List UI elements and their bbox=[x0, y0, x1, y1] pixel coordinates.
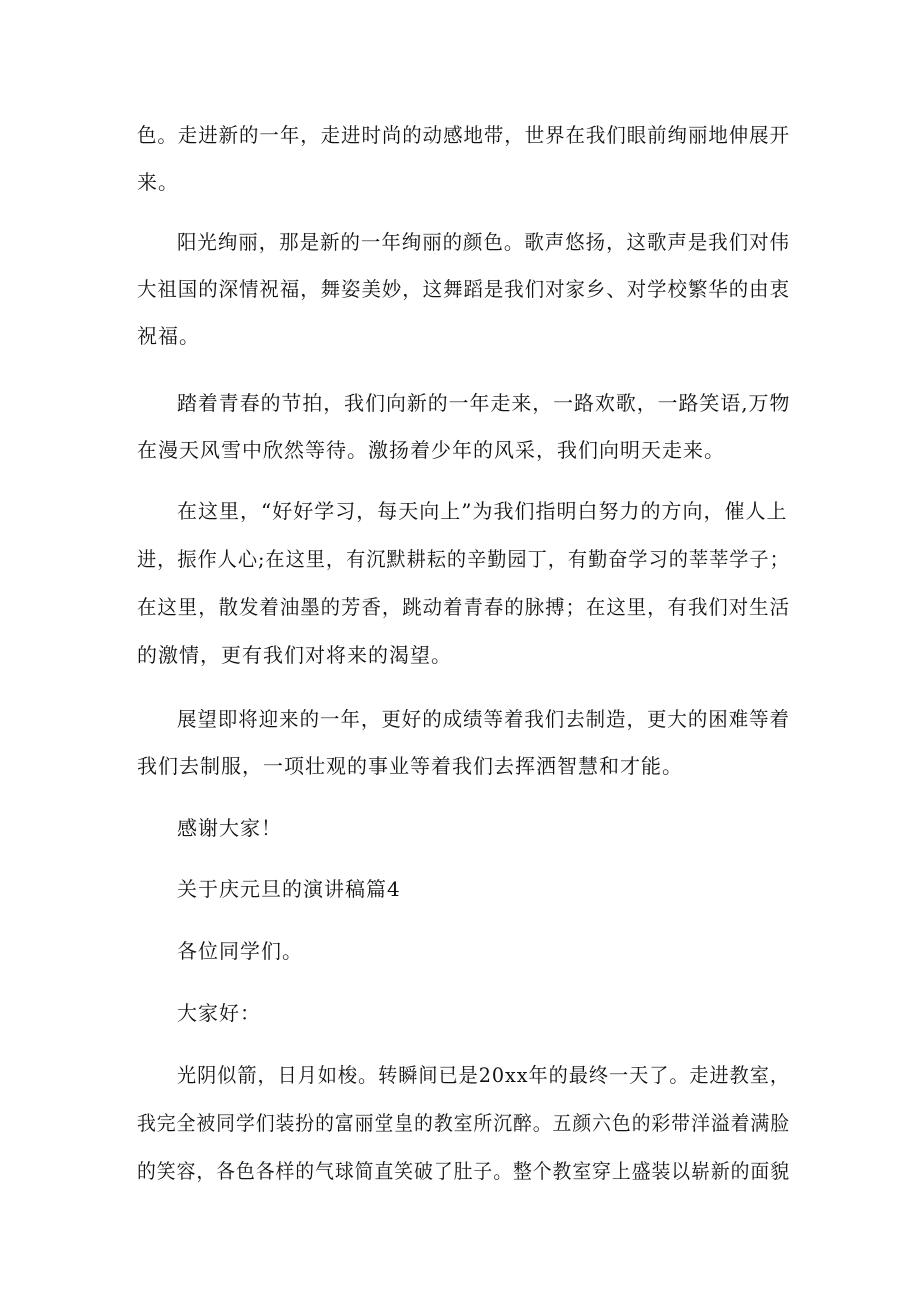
paragraph-line: 在这里，散发着油墨的芳香，跳动着青春的脉搏；在这里，有我们对生活 bbox=[137, 595, 790, 619]
paragraph-line: 大祖国的深情祝福，舞姿美妙，这舞蹈是我们对家乡、对学校繁华的由衷 bbox=[137, 277, 790, 301]
section-heading: 关于庆元旦的演讲稿篇4 bbox=[177, 877, 401, 901]
paragraph-line: 展望即将迎来的一年，更好的成绩等着我们去制造，更大的困难等着 bbox=[177, 707, 790, 731]
paragraph-line: 的激情，更有我们对将来的渴望。 bbox=[137, 643, 452, 667]
paragraph-line: 我完全被同学们装扮的富丽堂皇的教室所沉醉。五颜六色的彩带洋溢着满脸 bbox=[137, 1111, 791, 1135]
paragraph-line: 我们去制服，一项壮观的事业等着我们去挥洒智慧和才能。 bbox=[137, 754, 683, 778]
paragraph-line: 祝福。 bbox=[137, 324, 200, 348]
paragraph-line: 光阴似箭，日月如梭。转瞬间已是20xx年的最终一天了。走进教室， bbox=[177, 1063, 791, 1087]
paragraph-line: 在漫天风雪中欣然等待。激扬着少年的风采，我们向明天走来。 bbox=[137, 438, 725, 462]
paragraph-line: 的笑容，各色各样的气球简直笑破了肚子。整个教室穿上盛装以崭新的面貌 bbox=[137, 1159, 791, 1183]
greeting: 大家好： bbox=[177, 1001, 261, 1025]
salutation: 各位同学们。 bbox=[177, 939, 303, 963]
paragraph-line: 感谢大家！ bbox=[177, 816, 282, 840]
paragraph-line: 色。走进新的一年，走进时尚的动感地带，世界在我们眼前绚丽地伸展开 bbox=[137, 123, 790, 147]
paragraph-line: 进，振作人心;在这里，有沉默耕耘的辛勤园丁，有勤奋学习的莘莘学子； bbox=[137, 547, 790, 571]
paragraph-line: 来。 bbox=[137, 170, 179, 194]
paragraph-line: 踏着青春的节拍，我们向新的一年走来，一路欢歌，一路笑语,万物 bbox=[177, 391, 791, 415]
paragraph-line: 阳光绚丽，那是新的一年绚丽的颜色。歌声悠扬，这歌声是我们对伟 bbox=[177, 230, 790, 254]
paragraph-line: 在这里，“好好学习，每天向上”为我们指明白努力的方向，催人上 bbox=[177, 499, 788, 523]
